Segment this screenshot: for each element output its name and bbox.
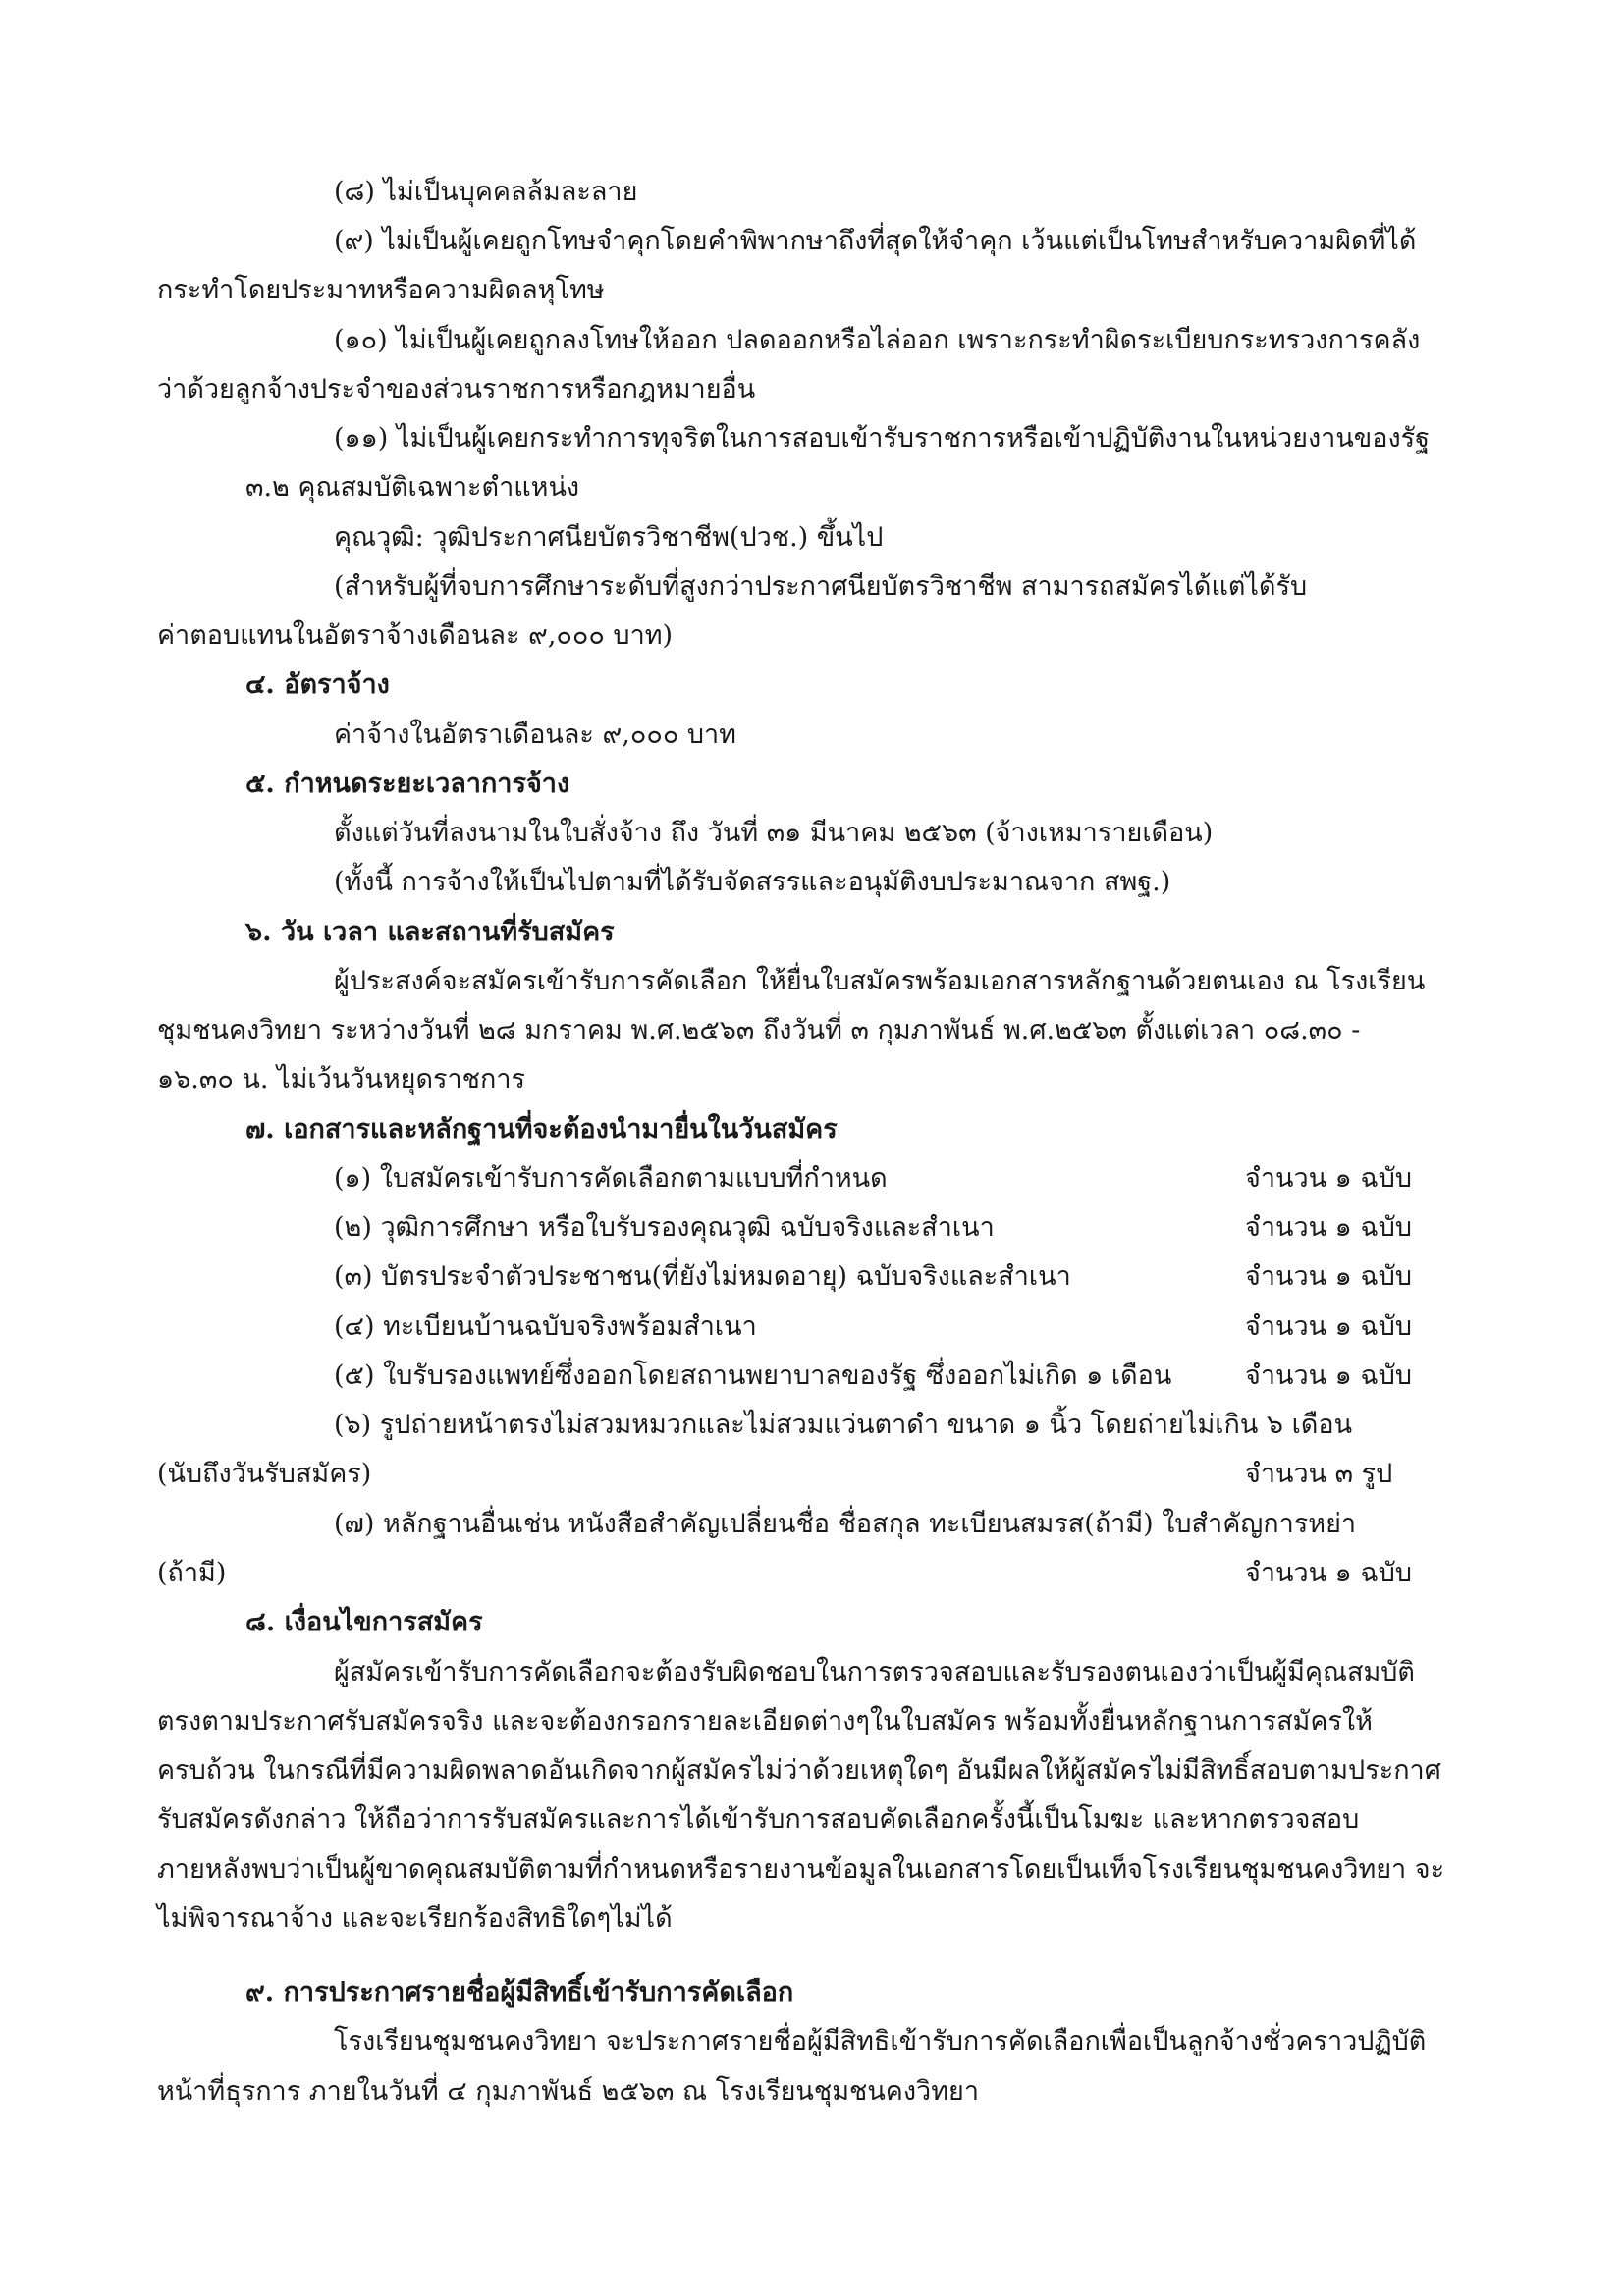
qualification-item-10-line2: ว่าด้วยลูกจ้างประจำของส่วนราชการหรือกฎหมายอื่น xyxy=(157,374,756,404)
document-item-5: (๕) ใบรับรองแพทย์ซึ่งออกโดยสถานพยาบาลของรัฐ ซึ่งออกไม่เกิด ๑ เดือน xyxy=(334,1361,1172,1391)
qualification-item-9-line1: (๙) ไม่เป็นผู้เคยถูกโทษจำคุกโดยคำพิพากษาถึงที่สุดให้จำคุก เว้นแต่เป็นโทษสำหรับความผิดที่ได้ xyxy=(334,226,1417,256)
section-6-heading: ๖. วัน เวลา และสถานที่รับสมัคร xyxy=(245,917,615,947)
section-8-line1: ผู้สมัครเข้ารับการคัดเลือกจะต้องรับผิดชอบในการตรวจสอบและรับรองตนเองว่าเป็นผู้มีคุณสมบัติ xyxy=(334,1657,1415,1687)
document-item-1-quantity: จำนวน ๑ ฉบับ xyxy=(1245,1163,1413,1194)
section-8-line4: รับสมัครดังกล่าว ให้ถือว่าการรับสมัครและการได้เข้ารับการสอบคัดเลือกครั้งนี้เป็นโมฆะ และหากตรวจสอบ xyxy=(157,1804,1360,1835)
section-6-text-line2: ชุมชนคงวิทยา ระหว่างวันที่ ๒๘ มกราคม พ.ศ.๒๕๖๓ ถึงวันที่ ๓ กุมภาพันธ์ พ.ศ.๒๕๖๓ ตั้งแต่เวลา ๐๘.๓๐ - xyxy=(157,1015,1361,1045)
section-9-heading: ๙. การประกาศรายชื่อผู้มีสิทธิ์เข้ารับการคัดเลือก xyxy=(245,1977,794,2007)
section-8-line5: ภายหลังพบว่าเป็นผู้ขาดคุณสมบัติตามที่กำหนดหรือรายงานข้อมูลในเอกสารโดยเป็นเท็จโรงเรียนชุมชนคงวิทยา จะ xyxy=(157,1854,1445,1885)
document-item-1: (๑) ใบสมัครเข้ารับการคัดเลือกตามแบบที่กำหนด xyxy=(334,1163,888,1194)
section-8-line3: ครบถ้วน ในกรณีที่มีความผิดพลาดอันเกิดจากผู้สมัครไม่ว่าด้วยเหตุใดๆ อันมีผลให้ผู้สมัครไม่มีสิทธิ์สอบตามประกาศ xyxy=(157,1755,1441,1786)
section-8-heading: ๘. เงื่อนไขการสมัคร xyxy=(245,1607,483,1637)
document-item-7-line2: (ถ้ามี) xyxy=(157,1558,227,1588)
section-5-text-line1: ตั้งแต่วันที่ลงนามในใบสั่งจ้าง ถึง วันที่ ๓๑ มีนาคม ๒๕๖๓ (จ้างเหมารายเดือน) xyxy=(334,818,1214,848)
qualification-item-9-line2: กระทำโดยประมาทหรือความผิดลหุโทษ xyxy=(157,275,605,305)
document-item-4-quantity: จำนวน ๑ ฉบับ xyxy=(1245,1311,1413,1342)
section-6-text-line1: ผู้ประสงค์จะสมัครเข้ารับการคัดเลือก ให้ยื่นใบสมัครพร้อมเอกสารหลักฐานด้วยตนเอง ณ โรงเรียน xyxy=(334,966,1426,996)
section-4-heading: ๔. อัตราจ้าง xyxy=(245,669,390,700)
section-8-line6: ไม่พิจารณาจ้าง และจะเรียกร้องสิทธิใดๆไม่ได้ xyxy=(157,1903,673,1934)
qualification-item-8: (๘) ไม่เป็นบุคคลล้มละลาย xyxy=(334,177,638,207)
document-item-6-line2: (นับถึงวันรับสมัคร) xyxy=(157,1459,372,1489)
section-5-text-line2: (ทั้งนี้ การจ้างให้เป็นไปตามที่ได้รับจัดสรรและอนุมัติงบประมาณจาก สพฐ.) xyxy=(334,867,1171,897)
document-item-2: (๒) วุฒิการศึกษา หรือใบรับรองคุณวุฒิ ฉบับจริงและสำเนา xyxy=(334,1212,995,1243)
specific-note-line2: ค่าตอบแทนในอัตราจ้างเดือนละ ๙,๐๐๐ บาท) xyxy=(157,620,674,651)
section-6-text-line3: ๑๖.๓๐ น. ไม่เว้นวันหยุดราชการ xyxy=(157,1064,525,1095)
document-item-3-quantity: จำนวน ๑ ฉบับ xyxy=(1245,1261,1413,1292)
qualification-item-10-line1: (๑๐) ไม่เป็นผู้เคยถูกลงโทษให้ออก ปลดออกหรือไล่ออก เพราะกระทำผิดระเบียบกระทรวงการคลัง xyxy=(334,325,1421,355)
document-item-6-quantity: จำนวน ๓ รูป xyxy=(1245,1459,1393,1489)
section-9-line1: โรงเรียนชุมชนคงวิทยา จะประกาศรายชื่อผู้มีสิทธิเข้ารับการคัดเลือกเพื่อเป็นลูกจ้างชั่วคราวปฏิบัติ xyxy=(334,2026,1427,2056)
specific-qualification-heading: ๓.๒ คุณสมบัติเฉพาะตำแหน่ง xyxy=(245,472,580,503)
document-item-3: (๓) บัตรประจำตัวประชาชน(ที่ยังไม่หมดอายุ) ฉบับจริงและสำเนา xyxy=(334,1261,1071,1292)
qualification-item-11: (๑๑) ไม่เป็นผู้เคยกระทำการทุจริตในการสอบเข้ารับราชการหรือเข้าปฏิบัติงานในหน่วยงานของรัฐ xyxy=(334,423,1431,454)
document-item-7-quantity: จำนวน ๑ ฉบับ xyxy=(1245,1558,1413,1588)
specific-degree: คุณวุฒิ: วุฒิประกาศนียบัตรวิชาชีพ(ปวช.) ขึ้นไป xyxy=(334,522,884,553)
specific-note-line1: (สำหรับผู้ที่จบการศึกษาระดับที่สูงกว่าประกาศนียบัตรวิชาชีพ สามารถสมัครได้แต่ได้รับ xyxy=(334,571,1308,602)
section-4-text: ค่าจ้างในอัตราเดือนละ ๙,๐๐๐ บาท xyxy=(334,720,736,750)
section-8-line2: ตรงตามประกาศรับสมัครจริง และจะต้องกรอกรายละเอียดต่างๆในใบสมัคร พร้อมทั้งยื่นหลักฐานการสมัครให้ xyxy=(157,1706,1373,1736)
section-7-heading: ๗. เอกสารและหลักฐานที่จะต้องนำมายื่นในวันสมัคร xyxy=(245,1114,838,1145)
document-item-2-quantity: จำนวน ๑ ฉบับ xyxy=(1245,1212,1413,1243)
document-item-4: (๔) ทะเบียนบ้านฉบับจริงพร้อมสำเนา xyxy=(334,1311,757,1342)
section-9-line2: หน้าที่ธุรการ ภายในวันที่ ๔ กุมภาพันธ์ ๒๕๖๓ ณ โรงเรียนชุมชนคงวิทยา xyxy=(157,2076,979,2107)
section-5-heading: ๕. กำหนดระยะเวลาการจ้าง xyxy=(245,769,570,799)
document-item-7-line1: (๗) หลักฐานอื่นเช่น หนังสือสำคัญเปลี่ยนชื่อ ชื่อสกุล ทะเบียนสมรส(ถ้ามี) ใบสำคัญการหย่า xyxy=(334,1509,1357,1539)
document-item-5-quantity: จำนวน ๑ ฉบับ xyxy=(1245,1361,1413,1391)
document-item-6-line1: (๖) รูปถ่ายหน้าตรงไม่สวมหมวกและไม่สวมแว่นตาดำ ขนาด ๑ นิ้ว โดยถ่ายไม่เกิน ๖ เดือน xyxy=(334,1410,1353,1440)
